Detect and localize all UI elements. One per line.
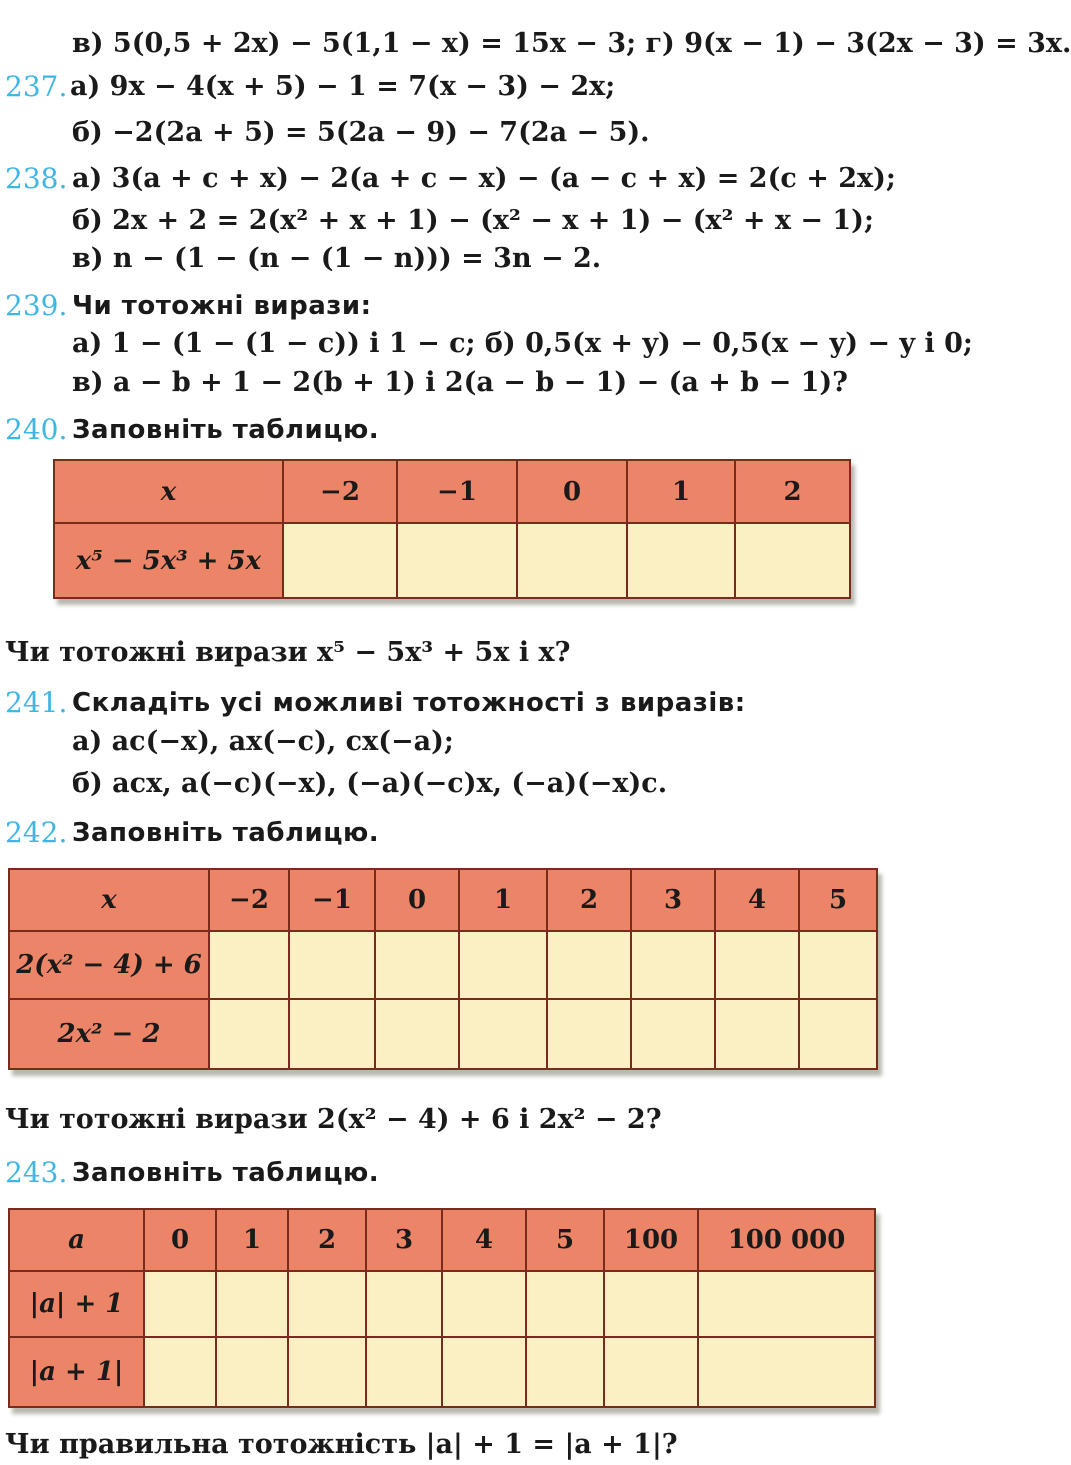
exercise-239-c: в) a − b + 1 − 2(b + 1) і 2(a − b − 1) − (a + b − 1)? xyxy=(72,367,848,398)
table-242-empty-cell[interactable] xyxy=(547,931,631,999)
table-243-empty-cell[interactable] xyxy=(698,1337,875,1407)
table-242-empty-cell[interactable] xyxy=(209,931,289,999)
table-242-head-cell: −1 xyxy=(289,869,375,931)
table-242-row-label: 2x² − 2 xyxy=(9,999,209,1069)
table-242-empty-cell[interactable] xyxy=(799,931,877,999)
table-242-empty-cell[interactable] xyxy=(799,999,877,1069)
exercise-239-a-b: а) 1 − (1 − (1 − c)) і 1 − c; б) 0,5(x + y) − 0,5(x − y) − y і 0; xyxy=(72,328,973,359)
table-242-head-cell: 1 xyxy=(459,869,547,931)
table-240-empty-cell[interactable] xyxy=(397,523,517,598)
table-240-row-label: x⁵ − 5x³ + 5x xyxy=(54,523,283,598)
exercise-238-c: в) n − (1 − (n − (1 − n))) = 3n − 2. xyxy=(72,243,602,274)
table-242-empty-cell[interactable] xyxy=(209,999,289,1069)
exercise-242-question: Чи тотожні вирази 2(x² − 4) + 6 і 2x² − 2? xyxy=(5,1104,662,1135)
table-243-empty-cell[interactable] xyxy=(604,1337,698,1407)
table-243-empty-cell[interactable] xyxy=(442,1337,526,1407)
table-242-head-cell: 4 xyxy=(715,869,799,931)
table-243-head-cell: 5 xyxy=(526,1209,604,1271)
table-242-row xyxy=(9,931,877,999)
exercise-237-number: 237. xyxy=(5,70,68,103)
exercise-242-number: 242. xyxy=(5,816,68,849)
table-242-head-cell: 5 xyxy=(799,869,877,931)
table-243-empty-cell[interactable] xyxy=(604,1271,698,1337)
table-240-header xyxy=(54,460,850,523)
exercise-243-heading: Заповніть таблицю. xyxy=(72,1158,380,1188)
exercise-240-number: 240. xyxy=(5,413,68,446)
table-242-empty-cell[interactable] xyxy=(375,999,459,1069)
table-242-empty-cell[interactable] xyxy=(289,999,375,1069)
table-243-empty-cell[interactable] xyxy=(216,1337,288,1407)
table-240-row xyxy=(54,523,850,598)
exercise-238-number: 238. xyxy=(5,162,68,195)
exercise-236-v-g: в) 5(0,5 + 2x) − 5(1,1 − x) = 15x − 3; г) 9(x − 1) − 3(2x − 3) = 3x. xyxy=(72,28,1071,59)
table-242-head-cell: −2 xyxy=(209,869,289,931)
exercise-239-heading: Чи тотожні вирази: xyxy=(72,291,372,321)
exercise-241-heading: Складіть усі можливі тотожності з виразів: xyxy=(72,688,746,718)
table-242-header xyxy=(9,869,877,931)
table-243-head-cell: 1 xyxy=(216,1209,288,1271)
table-242-head-cell: 0 xyxy=(375,869,459,931)
table-243-row-label: |a| + 1 xyxy=(9,1271,144,1337)
table-243-empty-cell[interactable] xyxy=(526,1271,604,1337)
exercise-238-a: а) 3(a + c + x) − 2(a + c − x) − (a − c + x) = 2(c + 2x); xyxy=(72,163,896,194)
table-242-row-label: 2(x² − 4) + 6 xyxy=(9,931,209,999)
table-243-empty-cell[interactable] xyxy=(216,1271,288,1337)
table-243-empty-cell[interactable] xyxy=(144,1337,216,1407)
exercise-240-heading: Заповніть таблицю. xyxy=(72,415,380,445)
exercise-243-number: 243. xyxy=(5,1156,68,1189)
table-243-empty-cell[interactable] xyxy=(288,1271,366,1337)
table-242-empty-cell[interactable] xyxy=(631,999,715,1069)
table-243-head-cell: 100 000 xyxy=(698,1209,875,1271)
exercise-238-b: б) 2x + 2 = 2(x² + x + 1) − (x² − x + 1) − (x² + x − 1); xyxy=(72,205,874,236)
table-242-empty-cell[interactable] xyxy=(715,931,799,999)
table-242-head-cell: 2 xyxy=(547,869,631,931)
exercise-240-question: Чи тотожні вирази x⁵ − 5x³ + 5x і x? xyxy=(5,637,571,668)
table-243-head-cell: 2 xyxy=(288,1209,366,1271)
table-240-head-cell: 2 xyxy=(735,460,850,523)
table-240-empty-cell[interactable] xyxy=(517,523,627,598)
table-243-empty-cell[interactable] xyxy=(288,1337,366,1407)
exercise-237-a: а) 9x − 4(x + 5) − 1 = 7(x − 3) − 2x; xyxy=(70,71,616,102)
table-240-empty-cell[interactable] xyxy=(283,523,397,598)
table-243-row-label: |a + 1| xyxy=(9,1337,144,1407)
table-242-head-cell: 3 xyxy=(631,869,715,931)
table-242-row xyxy=(9,999,877,1069)
table-242-empty-cell[interactable] xyxy=(631,931,715,999)
table-242-head-cell: x xyxy=(9,869,209,931)
table-242-empty-cell[interactable] xyxy=(547,999,631,1069)
table-243-empty-cell[interactable] xyxy=(442,1271,526,1337)
exercise-241-a: а) ac(−x), ax(−c), cx(−a); xyxy=(72,726,454,757)
table-240-head-cell: −1 xyxy=(397,460,517,523)
table-242-empty-cell[interactable] xyxy=(715,999,799,1069)
table-243-empty-cell[interactable] xyxy=(144,1271,216,1337)
table-240-head-cell: 0 xyxy=(517,460,627,523)
table-243-empty-cell[interactable] xyxy=(366,1271,442,1337)
table-242 xyxy=(8,868,878,1070)
table-243-empty-cell[interactable] xyxy=(698,1271,875,1337)
table-243-header xyxy=(9,1209,875,1271)
table-242-empty-cell[interactable] xyxy=(459,931,547,999)
table-240-head-cell: −2 xyxy=(283,460,397,523)
table-243-empty-cell[interactable] xyxy=(526,1337,604,1407)
exercise-239-number: 239. xyxy=(5,289,68,322)
table-243-head-cell: 4 xyxy=(442,1209,526,1271)
exercise-241-number: 241. xyxy=(5,686,68,719)
table-243-head-cell: 3 xyxy=(366,1209,442,1271)
exercise-243-question: Чи правильна тотожність |a| + 1 = |a + 1|? xyxy=(5,1429,678,1460)
table-240 xyxy=(53,459,851,599)
table-243-head-cell: 100 xyxy=(604,1209,698,1271)
table-243 xyxy=(8,1208,876,1408)
table-242-empty-cell[interactable] xyxy=(459,999,547,1069)
table-243-row xyxy=(9,1271,875,1337)
table-243-empty-cell[interactable] xyxy=(366,1337,442,1407)
table-243-row xyxy=(9,1337,875,1407)
exercise-242-heading: Заповніть таблицю. xyxy=(72,818,380,848)
table-243-head-cell: 0 xyxy=(144,1209,216,1271)
exercise-237-b: б) −2(2a + 5) = 5(2a − 9) − 7(2a − 5). xyxy=(72,117,650,148)
table-240-empty-cell[interactable] xyxy=(735,523,850,598)
table-242-empty-cell[interactable] xyxy=(289,931,375,999)
table-240-empty-cell[interactable] xyxy=(627,523,735,598)
table-243-head-cell: a xyxy=(9,1209,144,1271)
table-240-head-cell: 1 xyxy=(627,460,735,523)
table-240-head-cell: x xyxy=(54,460,283,523)
exercise-241-b: б) acx, a(−c)(−x), (−a)(−c)x, (−a)(−x)c. xyxy=(72,768,668,799)
table-242-empty-cell[interactable] xyxy=(375,931,459,999)
